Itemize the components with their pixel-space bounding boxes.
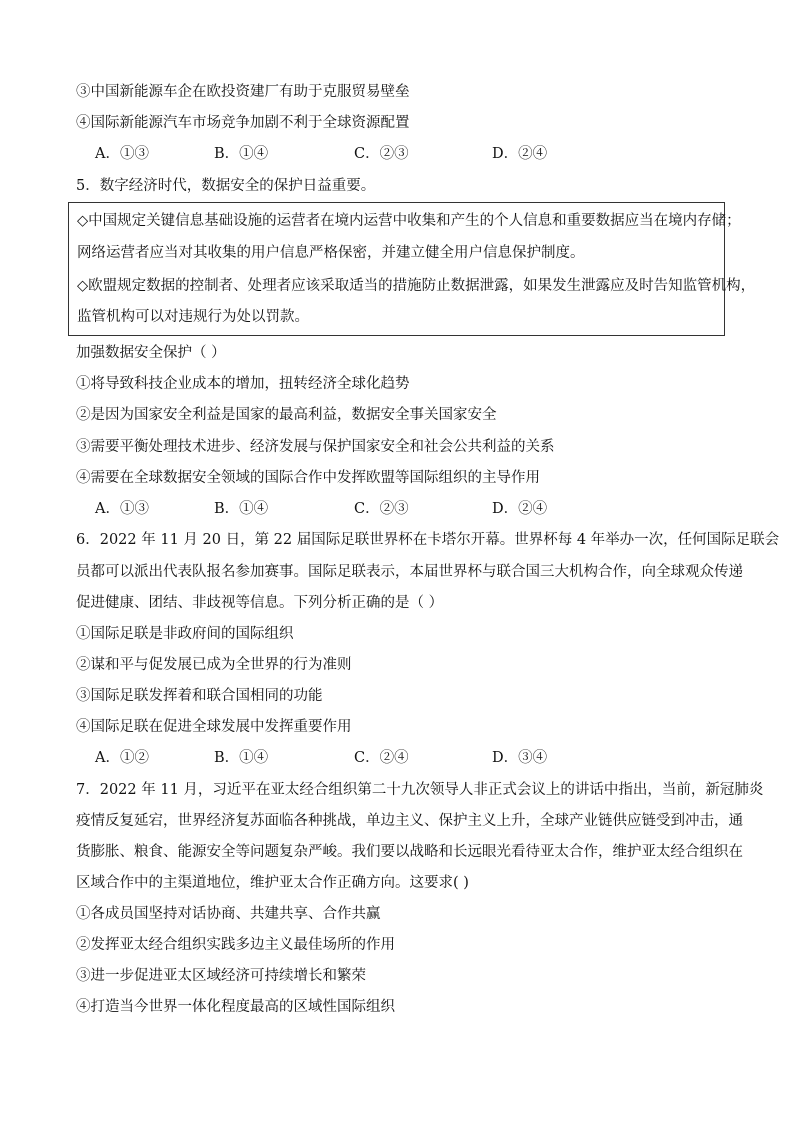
q4-option-c[interactable]: C．②③ — [354, 146, 409, 162]
q7-stem-line-1: 7．2022 年 11 月，习近平在亚太经合组织第二十九次领导人非正式会议上的讲话中指出，当前，新冠肺炎 — [76, 782, 764, 798]
q7-item-3: ③进一步促进亚太区域经济可持续增长和繁荣 — [76, 968, 366, 984]
q4-option-a[interactable]: A．①③ — [95, 146, 149, 162]
q5-material-line-3: ◇欧盟规定数据的控制者、处理者应该采取适当的措施防止数据泄露，如果发生泄露应及时告知监管机构， — [77, 278, 756, 294]
q5-prompt: 加强数据安全保护（ ） — [76, 345, 226, 361]
q5-option-d[interactable]: D．②④ — [492, 501, 548, 517]
q7-item-1: ①各成员国坚持对话协商、共建共享、合作共赢 — [76, 906, 381, 922]
q6-item-3: ③国际足联发挥着和联合国相同的功能 — [76, 688, 323, 704]
q6-item-1: ①国际足联是非政府间的国际组织 — [76, 626, 294, 642]
q6-stem-line-1: 6．2022 年 11 月 20 日，第 22 届国际足联世界杯在卡塔尔开幕。世界杯每 4 年举办一次，任何国际足联会 — [76, 532, 780, 548]
q7-stem-line-3: 货膨胀、粮食、能源安全等问题复杂严峻。我们要以战略和长远眼光看待亚太合作，维护亚太经合组织在 — [76, 844, 743, 860]
q6-option-d[interactable]: D．③④ — [492, 750, 548, 766]
q6-option-b[interactable]: B．①④ — [214, 750, 269, 766]
q6-option-c[interactable]: C．②④ — [354, 750, 409, 766]
q7-stem-line-2: 疫情反复延宕，世界经济复苏面临各种挑战，单边主义、保护主义上升，全球产业链供应链受到冲击，通 — [76, 813, 743, 829]
q5-material-line-1: ◇中国规定关键信息基础设施的运营者在境内运营中收集和产生的个人信息和重要数据应当在境内存储； — [77, 213, 741, 229]
q5-option-c[interactable]: C．②③ — [354, 501, 409, 517]
q5-material-line-2: 网络运营者应当对其收集的用户信息严格保密，并建立健全用户信息保护制度。 — [77, 245, 585, 261]
q4-option-b[interactable]: B．①④ — [214, 146, 269, 162]
q6-item-4: ④国际足联在促进全球发展中发挥重要作用 — [76, 719, 352, 735]
q7-stem-line-4: 区域合作中的主渠道地位，维护亚太合作正确方向。这要求( ) — [76, 875, 469, 891]
q7-item-2: ②发挥亚太经合组织实践多边主义最佳场所的作用 — [76, 937, 395, 953]
q5-stem: 5．数字经济时代，数据安全的保护日益重要。 — [76, 178, 376, 194]
q5-option-b[interactable]: B．①④ — [214, 501, 269, 517]
q5-material-box — [68, 202, 756, 336]
q5-item-4: ④需要在全球数据安全领域的国际合作中发挥欧盟等国际组织的主导作用 — [76, 470, 540, 486]
q4-option-d[interactable]: D．②④ — [492, 146, 548, 162]
q6-stem-line-2: 员都可以派出代表队报名参加赛事。国际足联表示，本届世界杯与联合国三大机构合作，向全球观众传递 — [76, 564, 743, 580]
q6-option-a[interactable]: A．①② — [95, 750, 149, 766]
q5-material-line-4: 监管机构可以对违规行为处以罚款。 — [77, 309, 309, 325]
q6-stem-line-3: 促进健康、团结、非歧视等信息。下列分析正确的是（ ） — [76, 595, 444, 611]
q5-item-1: ①将导致科技企业成本的增加，扭转经济全球化趋势 — [76, 376, 410, 392]
q4-item-3: ③中国新能源车企在欧投资建厂有助于克服贸易壁垒 — [76, 84, 410, 100]
q5-option-a[interactable]: A．①③ — [95, 501, 149, 517]
q4-item-4: ④国际新能源汽车市场竞争加剧不利于全球资源配置 — [76, 115, 410, 131]
q6-item-2: ②谋和平与促发展已成为全世界的行为准则 — [76, 657, 352, 673]
q5-item-2: ②是因为国家安全利益是国家的最高利益，数据安全事关国家安全 — [76, 407, 497, 423]
q7-item-4: ④打造当今世界一体化程度最高的区域性国际组织 — [76, 999, 395, 1015]
q5-item-3: ③需要平衡处理技术进步、经济发展与保护国家安全和社会公共利益的关系 — [76, 439, 555, 455]
